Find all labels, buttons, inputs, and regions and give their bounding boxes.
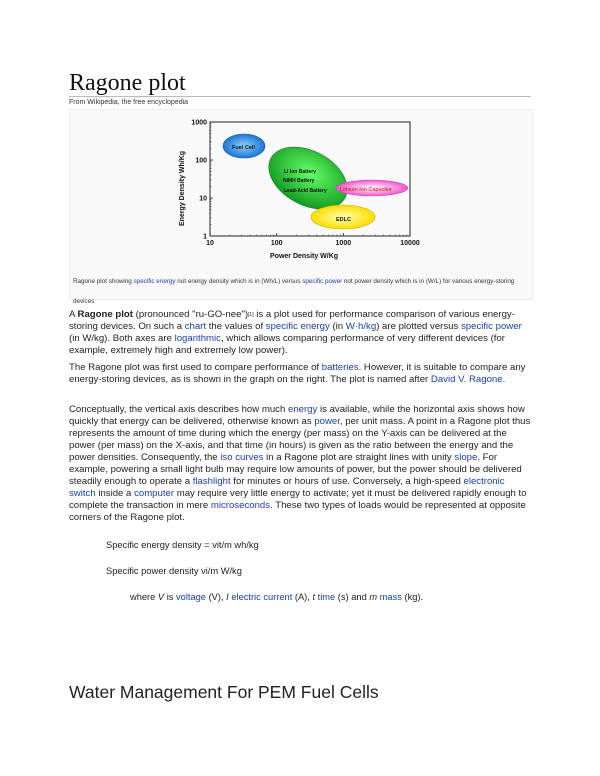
region-label-nimh: NiMH Battery [283,178,315,184]
caption-link-specific-power[interactable]: specific power [302,278,343,285]
title-divider [69,96,531,97]
ragone-figure [69,109,533,305]
caption-link-specific-energy[interactable]: specific energy [133,278,176,285]
y-tick-label: 100 [195,157,207,165]
link-flashlight[interactable]: flashlight [192,476,231,487]
region-label-li-ion: Li Ion Battery [284,169,316,175]
region-label-fuel-cell: Fuel Cell [232,145,255,151]
paragraph-history: The Ragone plot was first used to compare performance of batteries. However, it is suitable to compare any energy-storing devices, as is shown in the graph on the right. The plot is named after David V. Ragone. [69,362,526,385]
figure-caption: Ragone plot showing specific energy not energy density which is in (Wh/L) versus specific power not power density which is in (W/L) for various energy-storing devices [73,278,515,305]
link-time[interactable]: time [317,592,336,602]
link-wh-kg[interactable]: W·h/kg [345,321,377,332]
link-electronic-switch[interactable]: electronic switch [69,476,505,499]
x-tick-label: 100 [270,240,283,247]
x-tick-label: 1000 [335,240,352,247]
link-slope[interactable]: slope [454,452,478,463]
region-label-lead-acid: Lead-Acid Battery [284,188,327,194]
section-heading: Water Management For PEM Fuel Cells [69,682,379,702]
x-axis-label: Power Density W/Kg [270,253,339,260]
link-electric-current[interactable]: electric current [231,592,293,602]
link-specific-energy[interactable]: specific energy [265,321,330,332]
formula-specific-energy: Specific energy density = vit/m wh/kg [106,540,259,550]
page-title: Ragone plot [69,70,186,96]
x-tick-label: 10000 [400,240,420,247]
link-mass[interactable]: mass [379,592,402,602]
link-iso-curves[interactable]: iso curves [220,452,264,463]
link-energy[interactable]: energy [287,404,318,415]
y-tick-label: 1000 [191,119,207,127]
link-david-ragone[interactable]: David V. Ragone [430,374,503,385]
link-chart[interactable]: chart [184,321,207,332]
paragraph-intro: A Ragone plot (pronounced "ru-GO-nee")[1] is a plot used for performance comparison of various energy-storing devices. On such a chart the values of specific energy (in W·h/kg) are plotted versus specific power (in W/kg). Both axes are logarithmic, which allows comparing performance of very different devices (for example, extremely high and extremely low power). [69,309,522,356]
page-subtitle: From Wikipedia, the free encyclopedia [69,99,189,106]
link-specific-power[interactable]: specific power [460,321,522,332]
y-axis-label: Energy Density Wh/Kg [179,150,186,226]
paragraph-concept: Conceptually, the vertical axis describes how much energy is available, while the horizontal axis shows how quickly that energy can be delivered, otherwise known as power, per unit mass. A point in a Ragone plot thus represents the amount of time during which the energy (per mass) on the Y-axis can be delivered at the power (per mass) on the X-axis, and that time (in hours) is given as the ratio between the energy and the power densities. Consequently, the iso curves in a Ragone plot are straight lines with unity slope. For example, powering a small light bulb may require low amounts of power, but the power should be delivered steadily enough to operate a flashlight for minutes or hours of use. Conversely, a high-speed electronic switch inside a computer may require very little energy to activate; yet it must be delivered rapidly enough to complete the transaction in mere microseconds. These two types of loads would be represented at opposite corners of the Ragone plot. [69,404,531,523]
link-power[interactable]: power [314,416,340,427]
formula-specific-power: Specific power density vi/m W/kg [106,566,242,576]
link-microseconds[interactable]: microseconds [210,500,271,511]
ragone-chart [70,110,532,270]
citation-1[interactable]: [1] [248,312,254,318]
link-computer[interactable]: computer [134,488,175,499]
region-label-lithium-ion-capacitor: Lithium Ion Capacitor [340,187,392,193]
link-batteries[interactable]: batteries [321,362,359,373]
x-tick-label: 10 [206,240,214,247]
formula-where-clause: where V is voltage (V), I electric current (A), t time (s) and m mass (kg). [130,592,424,602]
link-logarithmic[interactable]: logarithmic [174,333,221,344]
y-tick-label: 10 [199,195,207,203]
link-voltage[interactable]: voltage [176,592,206,602]
y-tick-label: 1 [203,233,207,241]
region-label-edlc: EDLC [336,217,351,223]
